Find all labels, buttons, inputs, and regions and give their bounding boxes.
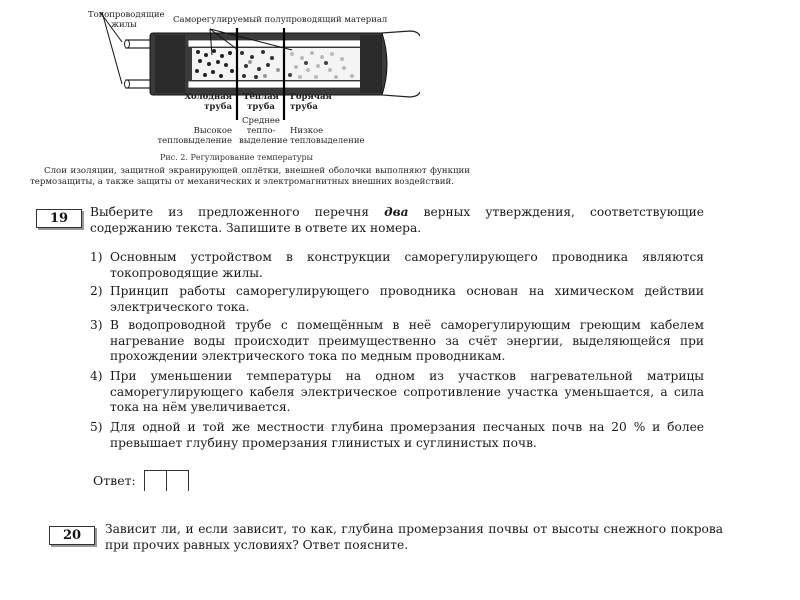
label-conductors: Токопроводящие жилы bbox=[88, 10, 165, 30]
option-3: 3) В водопроводной трубе с помещённым в неё саморегулирующим греющим кабелем нагревание воды происходит преимущественно за счёт энергии, выделяющейся при прохождении электрического тока по медным проводникам. bbox=[90, 318, 704, 363]
question-19-prompt: Выберите из предложенного перечня два верных утверждения, соответствующие содержанию текста. Запишите в ответе их номера. bbox=[90, 205, 704, 235]
emphasis-two: два bbox=[384, 205, 409, 219]
answer-cell-2[interactable] bbox=[166, 470, 189, 491]
zone-hot-title: Горячая труба bbox=[290, 92, 332, 112]
question-20-text: Зависит ли, и если зависит, то как, глубина промерзания почвы от высоты снежного покрова при прочих равных условиях? Ответ поясните. bbox=[105, 522, 723, 552]
zone-cold-desc: Высокое тепловыделение bbox=[157, 126, 232, 146]
zone-cold-title: Холодная труба bbox=[184, 92, 232, 112]
zone-warm-title: Тёплая труба bbox=[243, 92, 279, 112]
question-number-20: 20 bbox=[49, 526, 95, 545]
zone-warm-desc: Среднее тепло- выделение bbox=[239, 116, 288, 146]
question-number-19: 19 bbox=[36, 209, 82, 228]
figure-cable-diagram bbox=[60, 0, 420, 165]
answer-cell-1[interactable] bbox=[144, 470, 166, 491]
option-5: 5) Для одной и той же местности глубина промерзания песчаных почв на 20 % и более превышает глубину промерзания глинистых и суглинистых почв. bbox=[90, 420, 704, 450]
zone-hot-desc: Низкое тепловыделение bbox=[290, 126, 365, 146]
answer-label: Ответ: bbox=[93, 473, 136, 488]
option-1: 1) Основным устройством в конструкции саморегулирующего проводника являются токопроводящие жилы. bbox=[90, 250, 704, 280]
option-2: 2) Принцип работы саморегулирующего проводника основан на химическом действии электрического тока. bbox=[90, 284, 704, 314]
label-semiconducting-material: Саморегулируемый полупроводящий материал bbox=[173, 15, 388, 25]
figure-caption: Рис. 2. Регулирование температуры bbox=[160, 153, 313, 162]
option-4: 4) При уменьшении температуры на одном из участков нагревательной матрицы саморегулирующего кабеля электрическое сопротивление участка уменьшается, а сила тока на нём увеличивается. bbox=[90, 369, 704, 414]
intro-paragraph: Слои изоляции, защитной экранирующей оплётки, внешней оболочки выполняют функции термозащиты, а также защиты от механических и электромагнитных внешних воздействий. bbox=[30, 166, 470, 187]
